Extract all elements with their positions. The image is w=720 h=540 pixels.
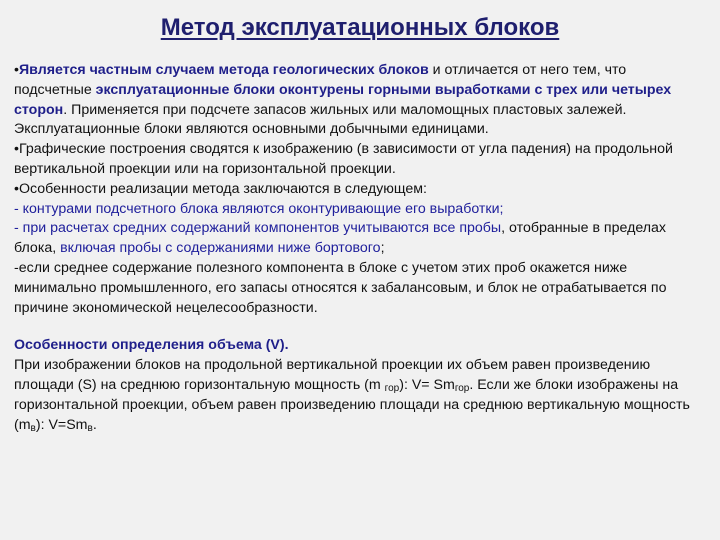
paragraph-samples — [14, 219, 704, 259]
section-heading-volume: Особенности определения объема (V). — [14, 337, 289, 354]
paragraph-features-intro: •Особенности реализации метода заключаются в следующем: — [14, 180, 427, 197]
paragraph-definition — [14, 61, 704, 140]
blue-text-samples: - при расчетах средних содержаний компонентов учитываются все пробы — [14, 220, 502, 237]
subscript-v: в — [30, 422, 36, 434]
subscript-gor: гор — [454, 382, 470, 394]
paragraph-graphics: •Графические построения сводятся к изображению (в зависимости от угла падения) на продольной вертикальной проекции или на горизонтальной проекции. — [14, 141, 673, 177]
slide-content — [14, 61, 704, 435]
bullet: • — [14, 62, 19, 78]
bold-blocks-description: эксплуатационные блоки оконтурены горными выработками с трех или четырех сторон — [14, 81, 672, 118]
paragraph-volume — [14, 356, 704, 435]
text-span: ): V=Sm — [35, 416, 88, 433]
text-span: . Применяется при подсчете запасов жильных или маломощных пластовых залежей. Эксплуатационные блоки являются основными добычными единицами. — [14, 101, 627, 138]
text-span: , отобранные в пределах блока, — [14, 220, 667, 257]
text-span: . — [92, 416, 97, 433]
text-span: ; — [380, 240, 385, 257]
slide-title: Метод эксплуатационных блоков — [160, 14, 560, 41]
text-span: и отличается от него тем, что подсчетные — [14, 62, 627, 98]
subscript-gor: гор — [384, 382, 400, 394]
subscript-v: в — [87, 422, 93, 434]
bold-definition: Является частным случаем метода геологических блоков — [18, 62, 429, 78]
text-span: ): V= Sm — [399, 376, 455, 393]
paragraph-offbalance: -если среднее содержание полезного компонента в блоке с учетом этих проб окажется ниже минимально промышленного, его запасы относятся к забалансовым, и блок не отрабатывается по причине экономической нецелесообразности. — [14, 259, 667, 316]
paragraph-contours: - контурами подсчетного блока являются оконтуривающие его выработки; — [14, 200, 504, 217]
text-span: При изображении блоков на продольной вертикальной проекции их объем равен произведению площади (S) на среднюю горизонтальную мощность (m — [14, 357, 651, 393]
blue-text-cutoff: включая пробы с содержаниями ниже бортового — [60, 240, 381, 257]
text-span: . Если же блоки изображены на горизонтальной проекции, объем равен произведению площади на среднюю вертикальную мощность (m — [14, 376, 690, 433]
